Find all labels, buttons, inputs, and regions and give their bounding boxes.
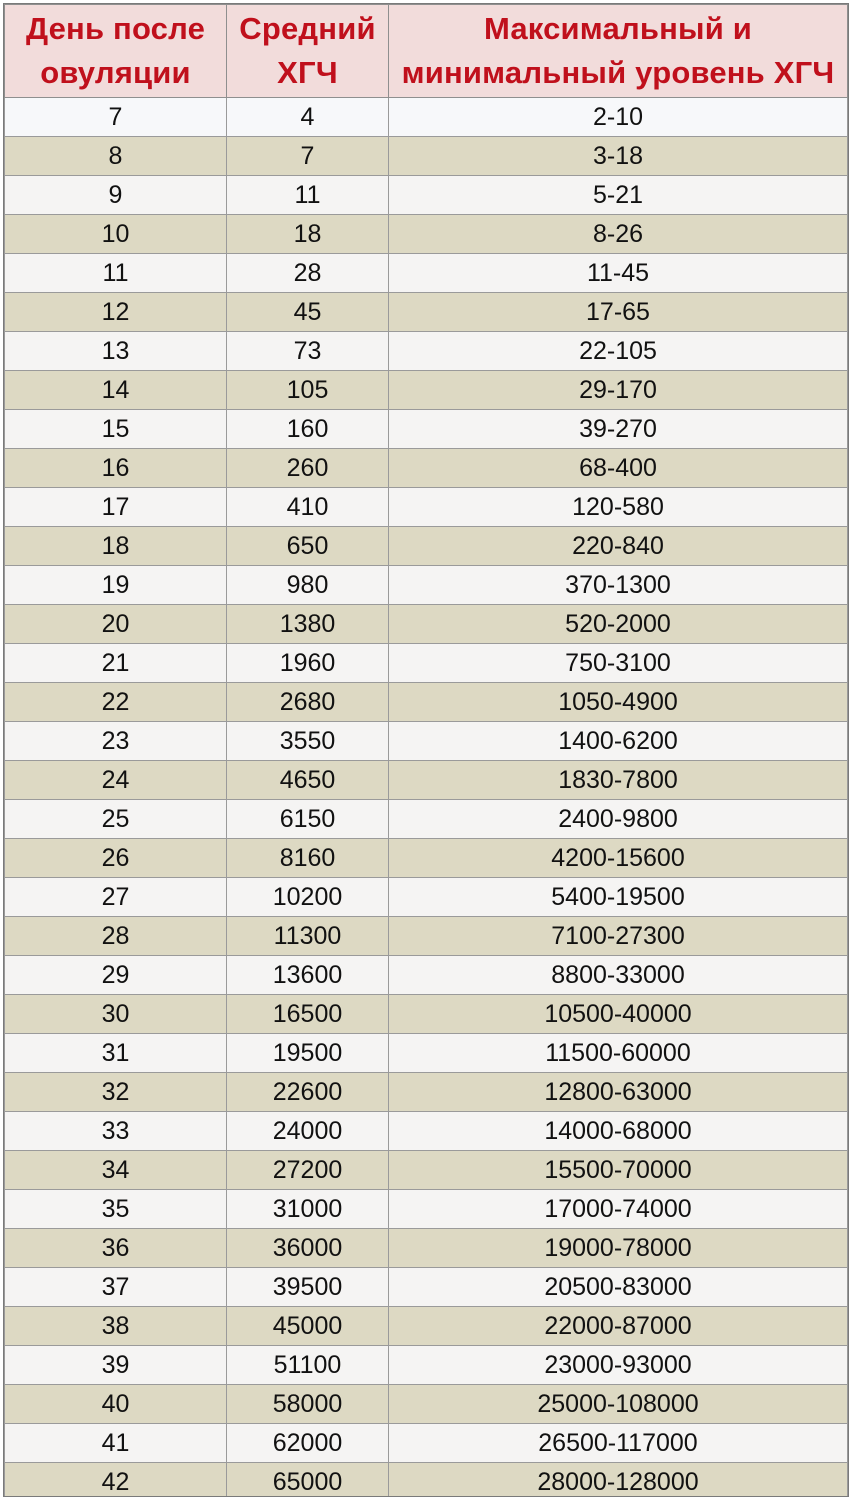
cell-hcg-range: 7100-27300 <box>389 917 848 956</box>
cell-day: 23 <box>5 722 227 761</box>
table-row <box>5 956 848 995</box>
cell-hcg-range: 11500-60000 <box>389 1034 848 1073</box>
cell-day: 17 <box>5 488 227 527</box>
cell-average-hcg: 4650 <box>227 761 389 800</box>
cell-hcg-range: 15500-70000 <box>389 1151 848 1190</box>
cell-day: 19 <box>5 566 227 605</box>
table-row <box>5 1034 848 1073</box>
cell-average-hcg: 36000 <box>227 1229 389 1268</box>
cell-day: 35 <box>5 1190 227 1229</box>
cell-average-hcg: 16500 <box>227 995 389 1034</box>
cell-hcg-range: 22000-87000 <box>389 1307 848 1346</box>
hcg-table-sheet <box>3 3 849 1497</box>
cell-day: 22 <box>5 683 227 722</box>
table-row <box>5 176 848 215</box>
cell-average-hcg: 980 <box>227 566 389 605</box>
cell-day: 20 <box>5 605 227 644</box>
cell-average-hcg: 19500 <box>227 1034 389 1073</box>
cell-hcg-range: 1050-4900 <box>389 683 848 722</box>
cell-average-hcg: 2680 <box>227 683 389 722</box>
cell-average-hcg: 45 <box>227 293 389 332</box>
cell-hcg-range: 26500-117000 <box>389 1424 848 1463</box>
table-row <box>5 1385 848 1424</box>
cell-day: 14 <box>5 371 227 410</box>
cell-day: 9 <box>5 176 227 215</box>
table-row <box>5 1112 848 1151</box>
cell-hcg-range: 2400-9800 <box>389 800 848 839</box>
table-row <box>5 878 848 917</box>
cell-day: 28 <box>5 917 227 956</box>
cell-average-hcg: 3550 <box>227 722 389 761</box>
cell-average-hcg: 24000 <box>227 1112 389 1151</box>
table-row <box>5 1151 848 1190</box>
cell-hcg-range: 25000-108000 <box>389 1385 848 1424</box>
cell-hcg-range: 750-3100 <box>389 644 848 683</box>
header-line: Максимальный и <box>483 11 753 46</box>
cell-hcg-range: 8-26 <box>389 215 848 254</box>
table-row <box>5 449 848 488</box>
table-row <box>5 293 848 332</box>
cell-hcg-range: 29-170 <box>389 371 848 410</box>
table-row <box>5 722 848 761</box>
cell-average-hcg: 31000 <box>227 1190 389 1229</box>
cell-hcg-range: 23000-93000 <box>389 1346 848 1385</box>
table-row <box>5 1424 848 1463</box>
header-hcg-range <box>389 5 848 98</box>
cell-average-hcg: 105 <box>227 371 389 410</box>
table-row <box>5 1463 848 1498</box>
table-row <box>5 98 848 137</box>
cell-day: 12 <box>5 293 227 332</box>
cell-day: 42 <box>5 1463 227 1498</box>
header-row <box>5 5 848 98</box>
table-row <box>5 917 848 956</box>
cell-hcg-range: 14000-68000 <box>389 1112 848 1151</box>
table-row <box>5 215 848 254</box>
cell-average-hcg: 11300 <box>227 917 389 956</box>
cell-day: 40 <box>5 1385 227 1424</box>
cell-hcg-range: 19000-78000 <box>389 1229 848 1268</box>
cell-average-hcg: 45000 <box>227 1307 389 1346</box>
cell-average-hcg: 7 <box>227 137 389 176</box>
table-row <box>5 254 848 293</box>
cell-hcg-range: 120-580 <box>389 488 848 527</box>
cell-day: 15 <box>5 410 227 449</box>
cell-hcg-range: 11-45 <box>389 254 848 293</box>
cell-average-hcg: 58000 <box>227 1385 389 1424</box>
table-row <box>5 1307 848 1346</box>
table-row <box>5 527 848 566</box>
header-average-hcg <box>227 5 389 98</box>
cell-hcg-range: 520-2000 <box>389 605 848 644</box>
cell-hcg-range: 22-105 <box>389 332 848 371</box>
table-body <box>5 98 848 1498</box>
hcg-levels-table <box>4 4 848 1497</box>
cell-hcg-range: 1830-7800 <box>389 761 848 800</box>
cell-day: 24 <box>5 761 227 800</box>
cell-average-hcg: 22600 <box>227 1073 389 1112</box>
table-row <box>5 683 848 722</box>
cell-average-hcg: 1380 <box>227 605 389 644</box>
cell-hcg-range: 220-840 <box>389 527 848 566</box>
header-line: ХГЧ <box>277 55 338 90</box>
cell-average-hcg: 13600 <box>227 956 389 995</box>
cell-hcg-range: 17000-74000 <box>389 1190 848 1229</box>
cell-average-hcg: 65000 <box>227 1463 389 1498</box>
cell-day: 21 <box>5 644 227 683</box>
cell-average-hcg: 410 <box>227 488 389 527</box>
cell-day: 39 <box>5 1346 227 1385</box>
cell-day: 30 <box>5 995 227 1034</box>
cell-average-hcg: 28 <box>227 254 389 293</box>
cell-day: 27 <box>5 878 227 917</box>
table-row <box>5 137 848 176</box>
cell-day: 38 <box>5 1307 227 1346</box>
table-row <box>5 410 848 449</box>
header-line: День после <box>25 11 206 46</box>
cell-hcg-range: 3-18 <box>389 137 848 176</box>
cell-day: 31 <box>5 1034 227 1073</box>
cell-day: 34 <box>5 1151 227 1190</box>
cell-hcg-range: 10500-40000 <box>389 995 848 1034</box>
table-row <box>5 1229 848 1268</box>
cell-day: 32 <box>5 1073 227 1112</box>
table-header <box>5 5 848 98</box>
cell-average-hcg: 160 <box>227 410 389 449</box>
table-row <box>5 995 848 1034</box>
cell-hcg-range: 8800-33000 <box>389 956 848 995</box>
cell-average-hcg: 260 <box>227 449 389 488</box>
cell-hcg-range: 28000-128000 <box>389 1463 848 1498</box>
table-row <box>5 605 848 644</box>
table-row <box>5 1346 848 1385</box>
table-row <box>5 644 848 683</box>
cell-hcg-range: 4200-15600 <box>389 839 848 878</box>
cell-day: 8 <box>5 137 227 176</box>
cell-hcg-range: 1400-6200 <box>389 722 848 761</box>
table-row <box>5 371 848 410</box>
cell-average-hcg: 18 <box>227 215 389 254</box>
cell-average-hcg: 11 <box>227 176 389 215</box>
cell-hcg-range: 39-270 <box>389 410 848 449</box>
cell-day: 41 <box>5 1424 227 1463</box>
cell-day: 26 <box>5 839 227 878</box>
cell-day: 7 <box>5 98 227 137</box>
table-row <box>5 761 848 800</box>
cell-day: 25 <box>5 800 227 839</box>
table-row <box>5 332 848 371</box>
cell-day: 13 <box>5 332 227 371</box>
cell-average-hcg: 51100 <box>227 1346 389 1385</box>
cell-hcg-range: 20500-83000 <box>389 1268 848 1307</box>
cell-day: 29 <box>5 956 227 995</box>
table-row <box>5 839 848 878</box>
cell-day: 33 <box>5 1112 227 1151</box>
cell-hcg-range: 12800-63000 <box>389 1073 848 1112</box>
cell-average-hcg: 1960 <box>227 644 389 683</box>
header-line: Средний <box>239 11 376 46</box>
cell-hcg-range: 5400-19500 <box>389 878 848 917</box>
table-row <box>5 1190 848 1229</box>
header-day-after-ovulation <box>5 5 227 98</box>
cell-average-hcg: 4 <box>227 98 389 137</box>
cell-day: 10 <box>5 215 227 254</box>
cell-hcg-range: 68-400 <box>389 449 848 488</box>
header-line: минимальный уровень ХГЧ <box>401 55 835 90</box>
cell-average-hcg: 73 <box>227 332 389 371</box>
cell-day: 18 <box>5 527 227 566</box>
cell-average-hcg: 650 <box>227 527 389 566</box>
cell-hcg-range: 2-10 <box>389 98 848 137</box>
table-row <box>5 1073 848 1112</box>
table-row <box>5 800 848 839</box>
cell-average-hcg: 6150 <box>227 800 389 839</box>
cell-hcg-range: 17-65 <box>389 293 848 332</box>
cell-hcg-range: 5-21 <box>389 176 848 215</box>
cell-day: 37 <box>5 1268 227 1307</box>
table-row <box>5 566 848 605</box>
cell-average-hcg: 62000 <box>227 1424 389 1463</box>
cell-hcg-range: 370-1300 <box>389 566 848 605</box>
cell-average-hcg: 10200 <box>227 878 389 917</box>
cell-day: 36 <box>5 1229 227 1268</box>
cell-day: 11 <box>5 254 227 293</box>
cell-average-hcg: 39500 <box>227 1268 389 1307</box>
header-line: овуляции <box>40 55 191 90</box>
table-row <box>5 488 848 527</box>
cell-day: 16 <box>5 449 227 488</box>
cell-average-hcg: 8160 <box>227 839 389 878</box>
cell-average-hcg: 27200 <box>227 1151 389 1190</box>
table-row <box>5 1268 848 1307</box>
